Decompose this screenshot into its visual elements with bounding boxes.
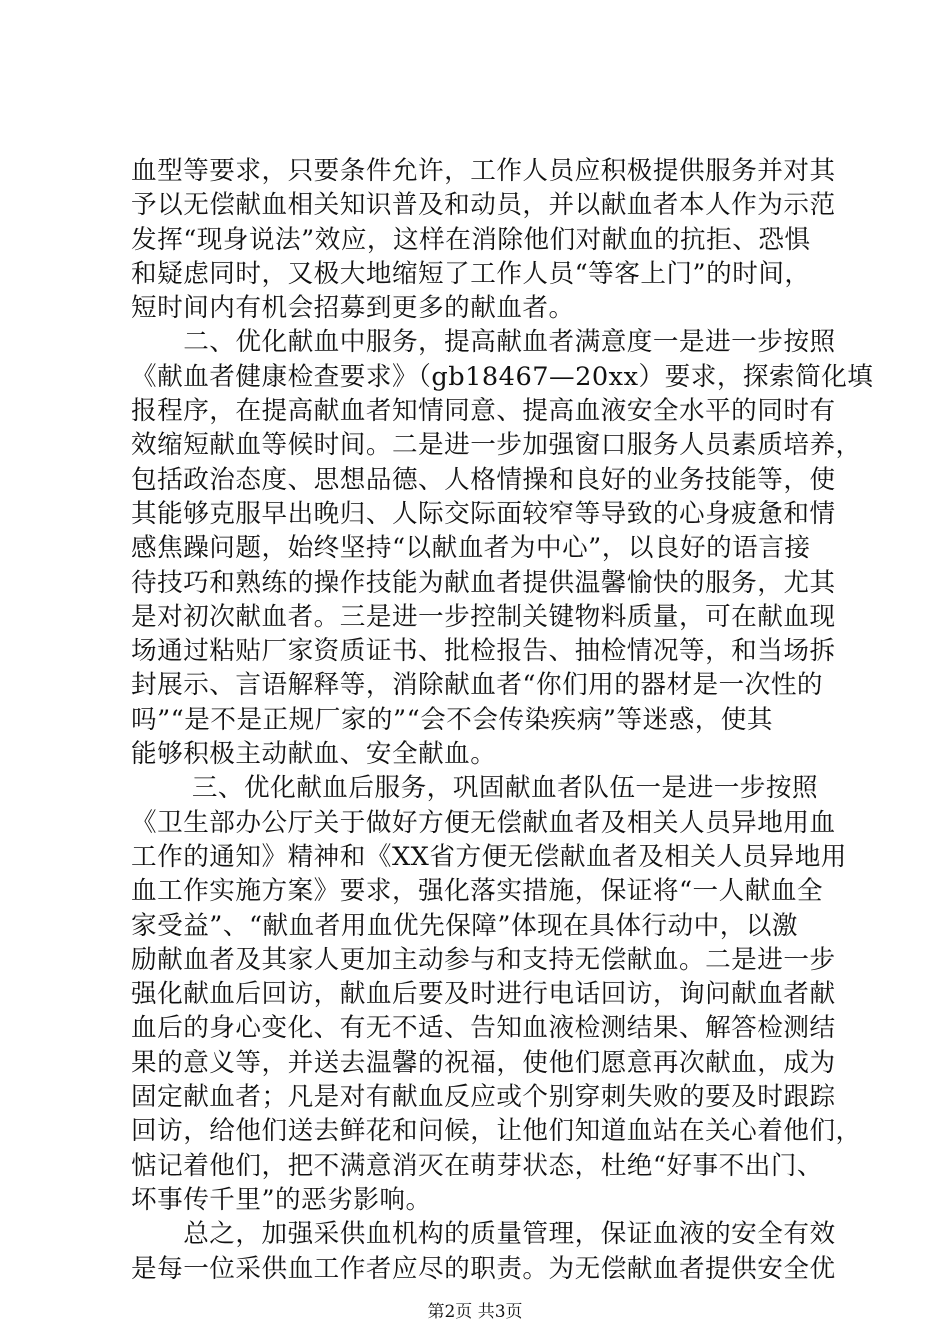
text-line: 工作的通知》精神和《XX省方便无偿献血者及相关人员异地用: [131, 841, 847, 872]
document-body: [131, 154, 874, 1286]
text-line: 其能够克服早出晚归、人际交际面较窄等导致的心身疲惫和情: [131, 498, 836, 529]
text-line: 予以无偿献血相关知识普及和动员，并以献血者本人作为示范: [131, 190, 836, 221]
text-line: 包括政治态度、思想品德、人格情操和良好的业务技能等，使: [131, 464, 836, 495]
text-line: 是对初次献血者。三是进一步控制关键物料质量，可在献血现: [131, 601, 836, 632]
text-line: 发挥“现身说法”效应，这样在消除他们对献血的抗拒、恐惧: [131, 224, 811, 255]
text-line: 总之，加强采供血机构的质量管理，保证血液的安全有效: [131, 1219, 836, 1250]
text-line: 二、优化献血中服务，提高献血者满意度一是进一步按照: [131, 327, 836, 358]
text-line: 报程序，在提高献血者知情同意、提高血液安全水平的同时有: [131, 396, 836, 427]
text-line: 待技巧和熟练的操作技能为献血者提供温馨愉快的服务，尤其: [131, 567, 836, 598]
text-line: 《卫生部办公厅关于做好方便无偿献血者及相关人员异地用血: [131, 807, 836, 838]
page-footer: 第2页 共3页: [427, 1302, 523, 1322]
text-line: 《献血者健康检查要求》（gb18467—20xx）要求，探索简化填: [131, 361, 874, 392]
text-line: 吗”“是不是正规厂家的”“会不会传染疾病”等迷惑，使其: [131, 704, 773, 735]
text-line: 能够积极主动献血、安全献血。: [131, 739, 497, 770]
text-line: 是每一位采供血工作者应尽的职责。为无偿献血者提供安全优: [131, 1253, 836, 1284]
text-line: 回访，给他们送去鲜花和问候，让他们知道血站在关心着他们，: [131, 1116, 862, 1147]
text-line: 果的意义等，并送去温馨的祝福，使他们愿意再次献血，成为: [131, 1047, 836, 1078]
text-line: 短时间内有机会招募到更多的献血者。: [131, 293, 575, 324]
text-line: 感焦躁问题，始终坚持“以献血者为中心”，以良好的语言接: [131, 533, 811, 564]
text-line: 血型等要求，只要条件允许，工作人员应积极提供服务并对其: [131, 156, 836, 186]
text-line: 效缩短献血等候时间。二是进一步加强窗口服务人员素质培养，: [131, 430, 862, 461]
text-line: 封展示、言语解释等，消除献血者“你们用的器材是一次性的: [131, 670, 824, 701]
text-line: 血工作实施方案》要求，强化落实措施，保证将“一人献血全: [131, 876, 824, 907]
text-line: 和疑虑同时，又极大地缩短了工作人员“等客上门”的时间，: [131, 258, 811, 289]
text-line: 强化献血后回访，献血后要及时进行电话回访，询问献血者献: [131, 979, 836, 1010]
text-line: 家受益”、“献血者用血优先保障”体现在具体行动中，以激: [131, 910, 799, 941]
text-line: 场通过粘贴厂家资质证书、批检报告、抽检情况等，和当场拆: [131, 636, 836, 667]
text-line: 惦记着他们，把不满意消灭在萌芽状态，杜绝“好事不出门、: [131, 1150, 824, 1181]
text-line: 固定献血者；凡是对有献血反应或个别穿刺失败的要及时跟踪: [131, 1082, 836, 1113]
text-line: 血后的身心变化、有无不适、告知血液检测结果、解答检测结: [131, 1013, 836, 1044]
text-line: 坏事传千里”的恶劣影响。: [131, 1184, 432, 1215]
text-line: 励献血者及其家人更加主动参与和支持无偿献血。二是进一步: [131, 944, 836, 975]
text-line: 三、优化献血后服务，巩固献血者队伍一是进一步按照: [131, 773, 819, 804]
